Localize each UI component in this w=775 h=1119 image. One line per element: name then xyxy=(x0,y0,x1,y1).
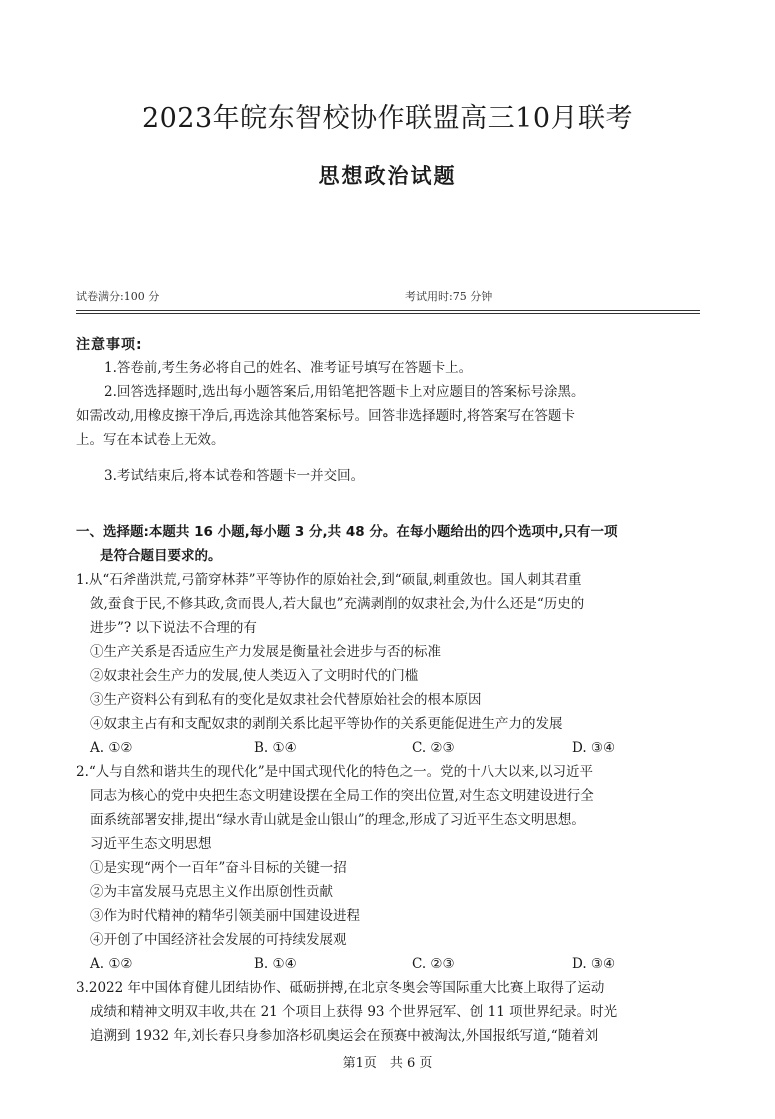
question-stem-line: 习近平生态文明思想 xyxy=(90,836,212,852)
notice-line: 1.答卷前,考生务必将自己的姓名、准考证号填写在答题卡上。 xyxy=(104,360,473,376)
question-stem-line: 进步”? 以下说法不合理的有 xyxy=(90,620,257,636)
statement: ③作为时代精神的精华引领美丽中国建设进程 xyxy=(90,908,360,924)
notice-item-2 xyxy=(76,380,701,452)
question-stem-line: 面系统部署安排,提出“绿水青山就是金山银山”的理念,形成了习近平生态文明思想。 xyxy=(90,812,585,828)
option-c: C. ②③ xyxy=(412,740,455,756)
statement: ④奴隶主占有和支配奴隶的剥削关系比起平等协作的关系更能促进生产力的发展 xyxy=(90,716,563,732)
statement: ①是实现“两个一百年”奋斗目标的关键一招 xyxy=(90,860,347,876)
header-divider xyxy=(76,310,700,311)
question-stem-line: 同志为核心的党中央把生态文明建设摆在全局工作的突出位置,对生态文明建设进行全 xyxy=(90,788,594,804)
full-score: 试卷满分:100 分 xyxy=(76,290,160,303)
statement: ③生产资料公有到私有的变化是奴隶社会代替原始社会的根本原因 xyxy=(90,692,482,708)
question-stem-line: 1.从“石斧凿洪荒,弓箭穿林莽”平等协作的原始社会,到“硕鼠,刺重敛也。国人刺其君重 xyxy=(76,572,582,588)
statement: ①生产关系是否适应生产力发展是衡量社会进步与否的标准 xyxy=(90,644,441,660)
notice-item-3 xyxy=(76,464,701,488)
exam-title: 2023年皖东智校协作联盟高三10月联考 xyxy=(141,103,634,134)
question-stem-line: 成绩和精神文明双丰收,共在 21 个项目上获得 93 个世界冠军、创 11 项世界纪录。时光 xyxy=(90,1004,618,1020)
option-a: A. ①② xyxy=(90,740,133,756)
option-d: D. ③④ xyxy=(572,740,616,756)
statement: ②为丰富发展马克思主义作出原创性贡献 xyxy=(90,884,333,900)
question-stem-line: 追溯到 1932 年,刘长春只身参加洛杉矶奥运会在预赛中被淘汰,外国报纸写道,“随着刘 xyxy=(90,1028,599,1044)
section-heading xyxy=(76,520,702,568)
answer-options xyxy=(76,736,702,760)
option-b: B. ①④ xyxy=(254,956,297,972)
header-divider-double xyxy=(76,313,700,314)
option-c: C. ②③ xyxy=(412,956,455,972)
statement: ④开创了中国经济社会发展的可持续发展观 xyxy=(90,932,347,948)
page-number: 第1页 共 6 页 xyxy=(342,1056,433,1071)
question-stem-line: 敛,蚕食于民,不修其政,贪而畏人,若大鼠也”充满剥削的奴隶社会,为什么还是“历史的 xyxy=(90,596,585,612)
option-d: D. ③④ xyxy=(572,956,616,972)
section-line: 一、选择题:本题共 16 小题,每小题 3 分,共 48 分。在每小题给出的四个选项中,只有一项 xyxy=(76,524,618,540)
option-a: A. ①② xyxy=(90,956,133,972)
statement: ②奴隶社会生产力的发展,使人类迈入了文明时代的门槛 xyxy=(90,668,419,684)
answer-options xyxy=(76,952,702,976)
notice-line: 2.回答选择题时,选出每小题答案后,用铅笔把答题卡上对应题目的答案标号涂黑。 xyxy=(104,384,585,400)
option-b: B. ①④ xyxy=(254,740,297,756)
notice-line: 3.考试结束后,将本试卷和答题卡一并交回。 xyxy=(104,468,365,484)
notice-line: 上。写在本试卷上无效。 xyxy=(76,432,225,448)
question-3 xyxy=(76,976,702,1048)
notice-line: 如需改动,用橡皮擦干净后,再选涂其他答案标号。回答非选择题时,将答案写在答题卡 xyxy=(76,408,575,424)
question-stem-line: 3.2022 年中国体育健儿团结协作、砥砺拼搏,在北京冬奥会等国际重大比赛上取得了运动 xyxy=(76,980,605,996)
exam-duration: 考试用时:75 分钟 xyxy=(405,290,493,303)
section-line: 是符合题目要求的。 xyxy=(100,548,222,564)
question-stem-line: 2.“人与自然和谐共生的现代化”是中国式现代化的特色之一。党的十八大以来,以习近平 xyxy=(76,764,593,780)
notice-item-1 xyxy=(76,356,701,380)
exam-subject: 思想政治试题 xyxy=(318,164,457,188)
question-1 xyxy=(76,568,702,760)
question-2 xyxy=(76,760,702,976)
notice-heading: 注意事项: xyxy=(76,337,143,353)
